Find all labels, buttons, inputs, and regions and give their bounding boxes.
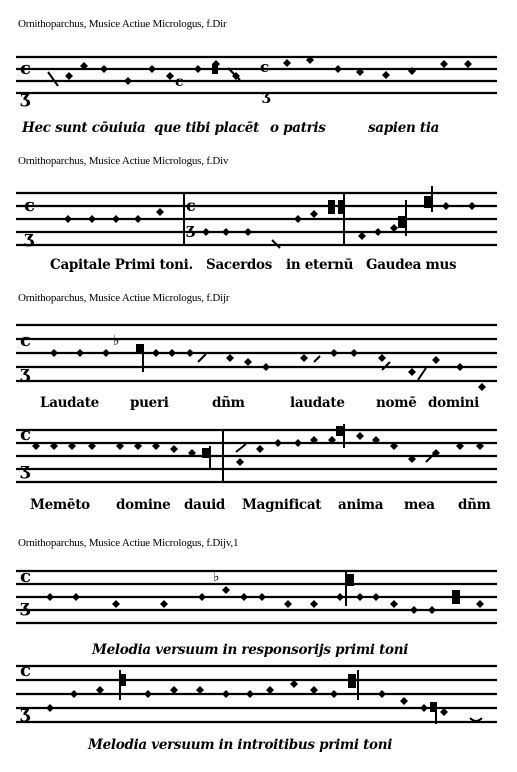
lyric-4d: Magnificat xyxy=(242,497,322,513)
svg-text:ʒ: ʒ xyxy=(24,228,34,248)
lyric-3e: nomē xyxy=(376,395,417,411)
lyric-3b: pueri xyxy=(130,395,169,411)
svg-text:c: c xyxy=(20,660,31,681)
svg-text:c: c xyxy=(20,330,31,351)
svg-text:♭: ♭ xyxy=(213,569,220,585)
lyric-1c: o patris xyxy=(270,120,326,136)
lyric-3d: laudate xyxy=(290,395,345,411)
bar-lines xyxy=(184,193,344,482)
lyric-6: Melodia versuum in introitibus primi toni xyxy=(88,737,393,753)
lyric-2c: in eternū xyxy=(286,257,354,273)
staff-lines xyxy=(16,57,497,722)
lyric-4g: dñm xyxy=(458,497,491,513)
lyric-4c: dauid xyxy=(184,497,226,513)
longa-notes xyxy=(120,64,460,724)
note-heads xyxy=(32,56,486,716)
svg-text:ʒ: ʒ xyxy=(20,597,30,617)
svg-text:ʒ: ʒ xyxy=(186,220,195,238)
svg-text:ʒ: ʒ xyxy=(20,88,30,108)
lyric-2d: Gaudea mus xyxy=(366,257,457,273)
svg-text:♭: ♭ xyxy=(113,333,120,349)
lyric-4e: anima xyxy=(338,497,384,513)
lyric-1d: sapien tia xyxy=(368,120,440,136)
lyric-3f: domini xyxy=(428,395,480,411)
caption-1: Ornithoparchus, Musice Actiue Micrologus, f.Dir xyxy=(18,18,227,30)
lyric-4b: domine xyxy=(116,497,171,513)
svg-text:c: c xyxy=(186,196,196,215)
svg-text:c: c xyxy=(175,74,184,90)
lyric-2a: Capitale Primi toni. xyxy=(50,257,193,273)
lyric-4f: mea xyxy=(404,497,435,513)
lyric-3a: Laudate xyxy=(40,395,99,411)
svg-text:c: c xyxy=(24,195,35,216)
lyric-5: Melodia versuum in responsorijs primi toni xyxy=(92,642,409,658)
lyric-3c: dñm xyxy=(212,395,245,411)
svg-text:c: c xyxy=(260,58,270,76)
svg-text:ʒ: ʒ xyxy=(262,88,270,104)
lyric-1b: que tibi placēt xyxy=(154,120,260,136)
svg-text:c: c xyxy=(20,424,31,445)
svg-text:c: c xyxy=(20,566,31,587)
caption-4: Ornithoparchus, Musice Actiue Micrologus, f.Dijv,1 xyxy=(18,537,239,549)
svg-text:ʒ: ʒ xyxy=(20,460,30,480)
svg-text:c: c xyxy=(20,58,31,79)
lyric-1a: Hec sunt cōuiuia xyxy=(22,120,146,136)
svg-text:ʒ: ʒ xyxy=(20,363,30,383)
lyric-4a: Memēto xyxy=(30,497,90,513)
lyric-2b: Sacerdos xyxy=(206,257,273,273)
svg-text:ʒ: ʒ xyxy=(20,703,30,723)
caption-2: Ornithoparchus, Musice Actiue Micrologus, f.Div xyxy=(18,155,229,167)
caption-3: Ornithoparchus, Musice Actiue Micrologus, f.Dijr xyxy=(18,292,230,304)
